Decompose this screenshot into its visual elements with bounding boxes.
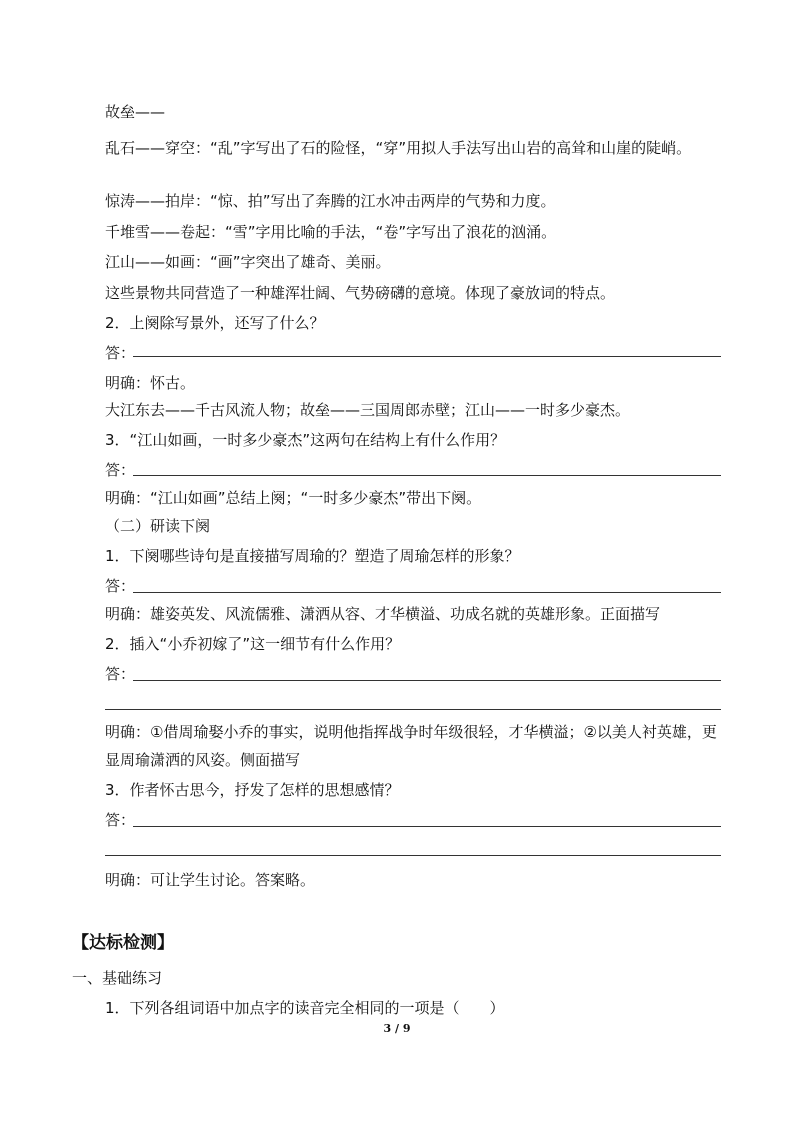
answer-label: 答： [105, 461, 136, 479]
question-3: 3．“江山如画，一时多少豪杰”这两句在结构上有什么作用？ [105, 431, 506, 449]
question-2: 2．插入“小乔初嫁了”这一细节有什么作用？ [105, 635, 401, 653]
answer-line[interactable] [105, 855, 721, 856]
answer-label: 答： [105, 665, 136, 683]
line-qianduixue: 千堆雪——卷起：“雪”字用比喻的手法，“卷”字写出了浪花的汹涌。 [105, 223, 557, 241]
answer-line[interactable] [105, 709, 721, 710]
question-3: 3．作者怀古思今，抒发了怎样的思想感情？ [105, 781, 400, 799]
answer-line[interactable] [133, 592, 721, 593]
mingque-text: 明确：可让学生讨论。答案略。 [105, 871, 316, 889]
line-summary: 这些景物共同营造了一种雄浑壮阔、气势磅礴的意境。体现了豪放词的特点。 [105, 284, 616, 302]
part-title: 一、基础练习 [72, 969, 163, 987]
answer-label: 答： [105, 344, 136, 362]
answer-line[interactable] [133, 680, 721, 681]
mingque-text: 明确：怀古。 [105, 374, 196, 392]
question-1: 1．下列各组词语中加点字的读音完全相同的一项是（ ） [105, 999, 505, 1017]
answer-line[interactable] [133, 475, 721, 476]
test-heading: 【达标检测】 [72, 933, 174, 953]
answer-line[interactable] [133, 356, 721, 357]
line-gulei: 故垒—— [105, 103, 166, 121]
answer-label: 答： [105, 811, 136, 829]
section-title: （二）研读下阕 [105, 517, 211, 535]
mingque-detail: 大江东去——千古风流人物；故垒——三国周郎赤壁；江山——一时多少豪杰。 [105, 401, 631, 419]
line-jingtao: 惊涛——拍岸：“惊、拍”写出了奔腾的江水冲击两岸的气势和力度。 [105, 192, 556, 210]
question-2: 2．上阕除写景外，还写了什么？ [105, 314, 325, 332]
line-jiangshan: 江山——如画：“画”字突出了雄奇、美丽。 [105, 253, 391, 271]
page-number: 3 / 9 [383, 1022, 411, 1035]
answer-line[interactable] [133, 826, 721, 827]
mingque-text: 明确：“江山如画”总结上阕；“一时多少豪杰”带出下阕。 [105, 489, 482, 507]
answer-label: 答： [105, 577, 136, 595]
mingque-text: 明确：雄姿英发、风流儒雅、潇洒从容、才华横溢、功成名就的英雄形象。正面描写 [105, 605, 661, 623]
question-1: 1．下阕哪些诗句是直接描写周瑜的？塑造了周瑜怎样的形象？ [105, 547, 520, 565]
mingque-text: 明确：①借周瑜娶小乔的事实，说明他指挥战争时年级很轻，才华横溢；②以美人衬英雄，更显周瑜潇洒的风姿。侧面描写 [105, 723, 717, 769]
line-luanshi: 乱石——穿空：“乱”字写出了石的险怪，“穿”用拟人手法写出山岩的高耸和山崖的陡峭。 [105, 139, 692, 157]
